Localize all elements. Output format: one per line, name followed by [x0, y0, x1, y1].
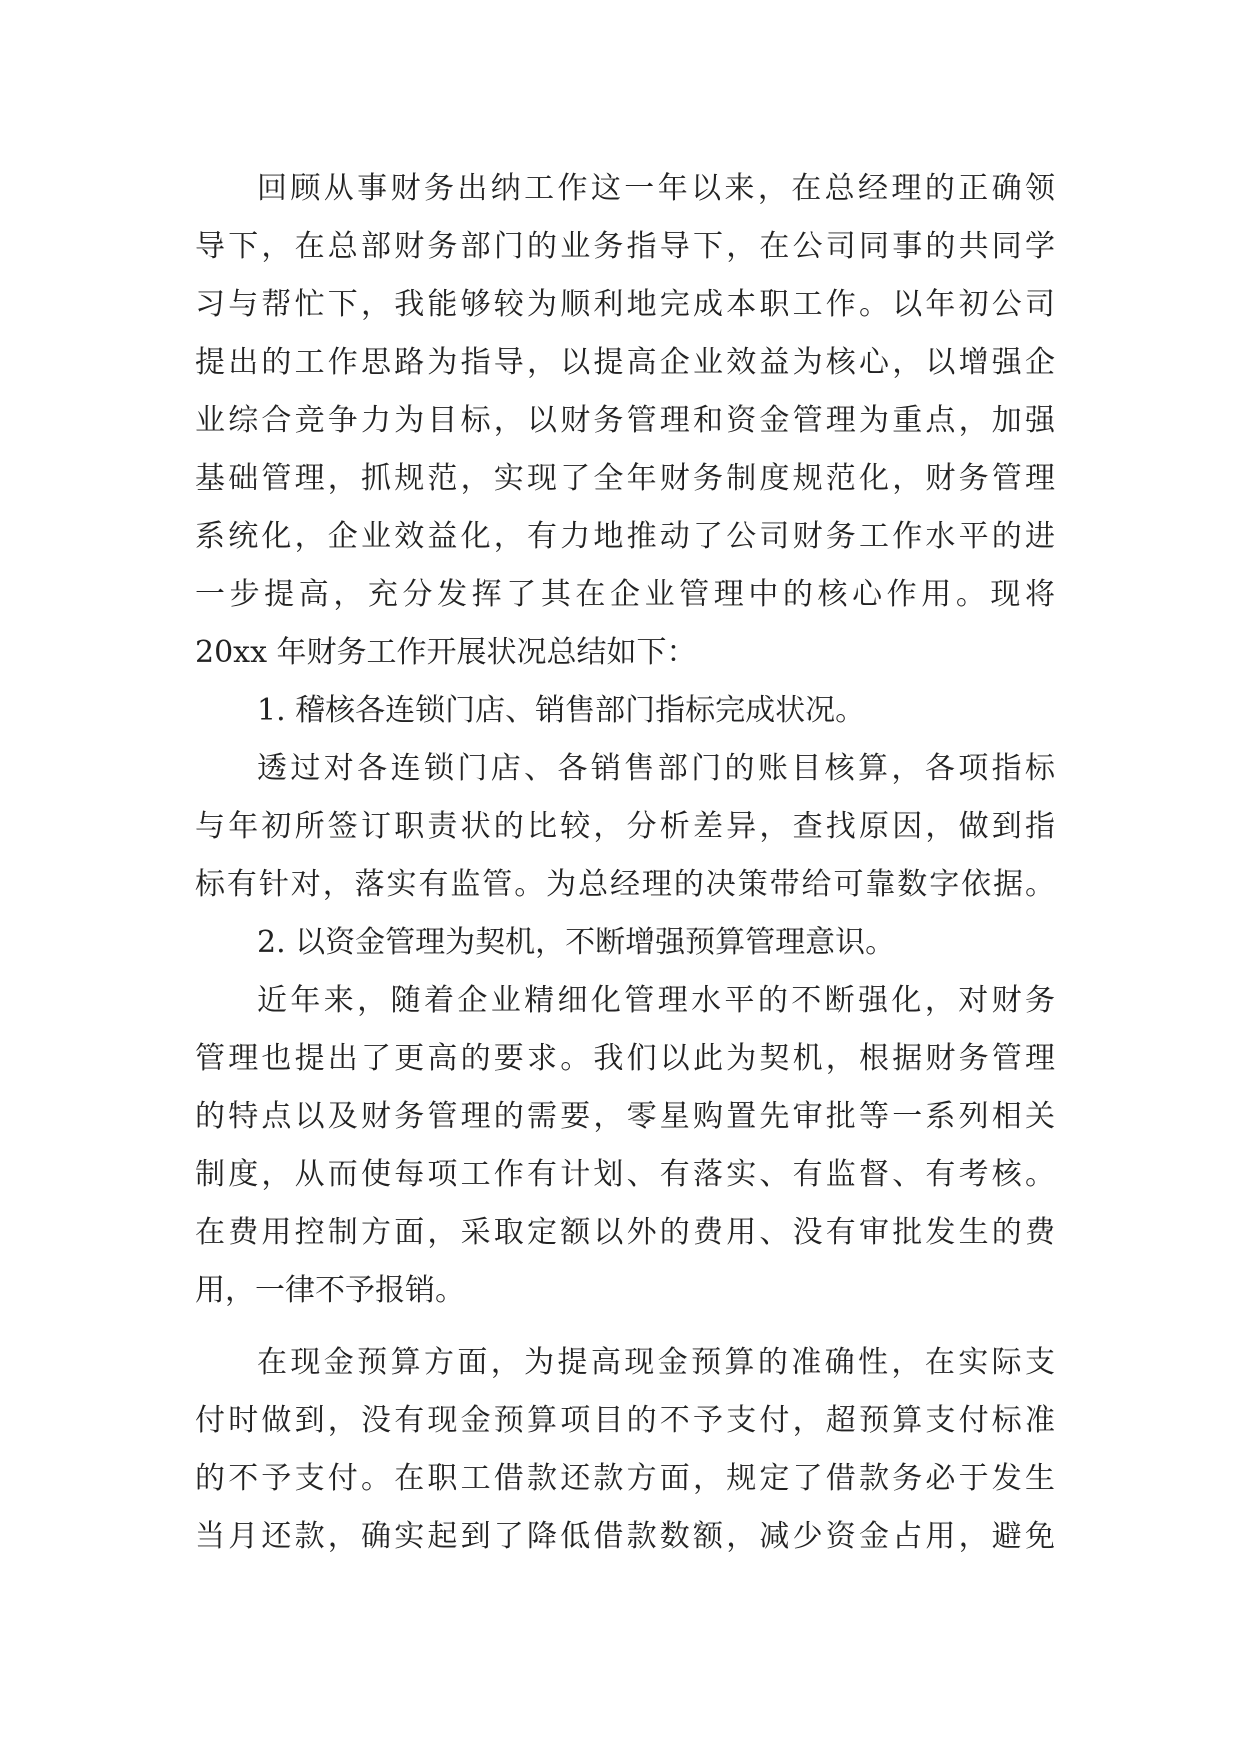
paragraph-line: 用，一律不予报销。	[195, 1273, 465, 1308]
paragraph-line: 管理也提出了更高的要求。我们以此为契机，根据财务管理	[195, 1041, 1055, 1076]
section-heading: 1. 稽核各连锁门店、销售部门指标完成状况。	[257, 693, 866, 728]
paragraph-line: 在现金预算方面，为提高现金预算的准确性，在实际支	[257, 1345, 1055, 1380]
paragraph-line: 的特点以及财务管理的需要，零星购置先审批等一系列相关	[195, 1099, 1055, 1134]
paragraph-line: 基础管理，抓规范，实现了全年财务制度规范化，财务管理	[195, 461, 1055, 496]
paragraph-line: 20xx 年财务工作开展状况总结如下：	[195, 635, 697, 670]
paragraph-line: 业综合竞争力为目标，以财务管理和资金管理为重点，加强	[195, 403, 1055, 438]
paragraph-line: 的不予支付。在职工借款还款方面，规定了借款务必于发生	[195, 1461, 1055, 1496]
paragraph-gap	[195, 1320, 1055, 1334]
paragraph-line: 近年来，随着企业精细化管理水平的不断强化，对财务	[257, 983, 1055, 1018]
paragraph-line: 系统化，企业效益化，有力地推动了公司财务工作水平的进	[195, 519, 1055, 554]
section-heading: 2. 以资金管理为契机，不断增强预算管理意识。	[257, 925, 896, 960]
paragraph-line: 习与帮忙下，我能够较为顺利地完成本职工作。以年初公司	[195, 287, 1055, 322]
paragraph-line: 付时做到，没有现金预算项目的不予支付，超预算支付标准	[195, 1403, 1055, 1438]
paragraph-line: 回顾从事财务出纳工作这一年以来，在总经理的正确领	[257, 171, 1055, 206]
paragraph-line: 在费用控制方面，采取定额以外的费用、没有审批发生的费	[195, 1215, 1055, 1250]
paragraph-line: 标有针对，落实有监管。为总经理的决策带给可靠数字依据。	[195, 867, 1055, 902]
paragraph-line: 与年初所签订职责状的比较，分析差异，查找原因，做到指	[195, 809, 1055, 844]
paragraph-line: 一步提高，充分发挥了其在企业管理中的核心作用。现将	[195, 577, 1055, 612]
paragraph-line: 导下，在总部财务部门的业务指导下，在公司同事的共同学	[195, 229, 1055, 264]
document-body	[195, 160, 1055, 1566]
paragraph-line: 当月还款，确实起到了降低借款数额，减少资金占用，避免	[195, 1519, 1055, 1554]
paragraph-line: 制度，从而使每项工作有计划、有落实、有监督、有考核。	[195, 1157, 1055, 1192]
paragraph-line: 透过对各连锁门店、各销售部门的账目核算，各项指标	[257, 751, 1055, 786]
paragraph-line: 提出的工作思路为指导，以提高企业效益为核心，以增强企	[195, 345, 1055, 380]
